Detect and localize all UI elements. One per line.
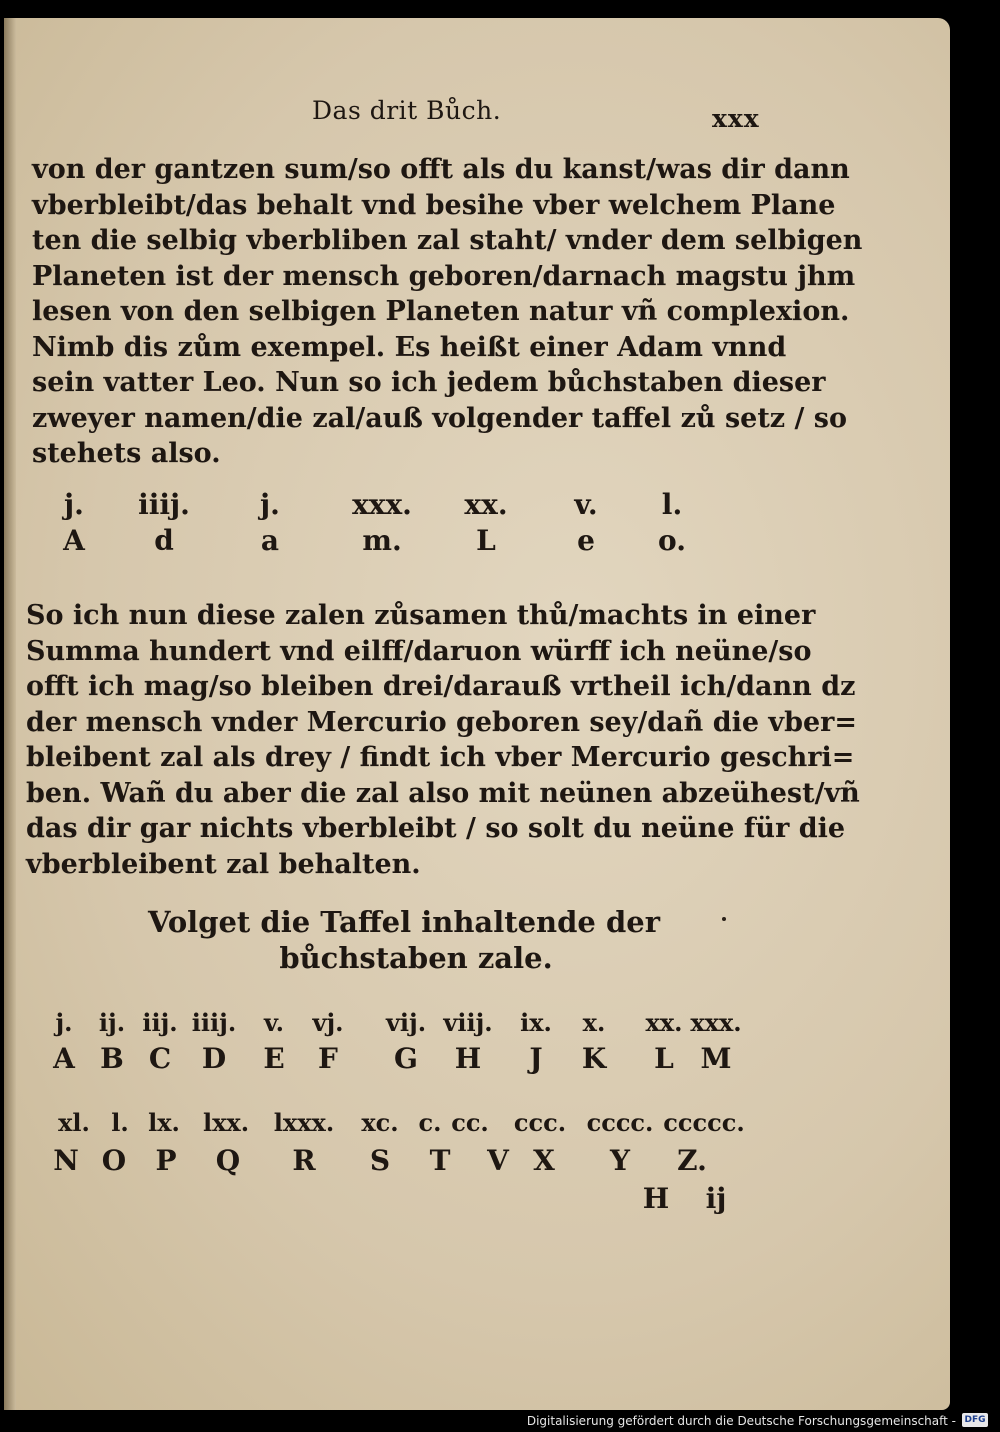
paragraph-2-line: das dir gar nichts vberbleibt / so solt du neüne für die — [26, 813, 846, 844]
table-letter: L — [654, 1042, 674, 1075]
table-letter: D — [201, 1042, 227, 1075]
table-letter: H — [642, 1182, 670, 1215]
example-number: xx. — [464, 488, 508, 521]
table-number: lx. — [148, 1108, 180, 1137]
table-number: cccc. — [586, 1108, 654, 1137]
table-letter: J — [529, 1042, 543, 1075]
table-letter: X — [533, 1144, 555, 1177]
table-number: ij. — [98, 1008, 126, 1037]
table-number: x. — [582, 1008, 606, 1037]
table-number: l. — [111, 1108, 129, 1137]
table-letter: Q — [215, 1144, 241, 1177]
example-number: iiij. — [138, 488, 190, 521]
example-letter: a — [260, 524, 280, 557]
table-letter: B — [100, 1042, 124, 1075]
table-number: ix. — [520, 1008, 552, 1037]
table-row2-numbers — [4, 1108, 1000, 1148]
example-number-row — [4, 488, 1000, 528]
table-letter: T — [429, 1144, 451, 1177]
paragraph-1-line: vberbleibt/das behalt vnd besihe vber welchem Plane — [32, 189, 836, 221]
table-letter: V — [487, 1144, 509, 1177]
example-number: v. — [574, 488, 598, 521]
table-letter: ij — [705, 1182, 727, 1215]
example-letter-row — [4, 524, 1000, 564]
table-letter: Z. — [677, 1144, 707, 1177]
table-letter: R — [292, 1144, 316, 1177]
paragraph-2-line: offt ich mag/so bleiben drei/darauß vrtheil ich/dann dz — [26, 671, 856, 702]
table-title-line-1: Volget die Taffel inhaltende der — [148, 905, 660, 939]
table-letter: A — [53, 1042, 75, 1075]
table-letter: G — [394, 1042, 418, 1075]
example-number: l. — [661, 488, 683, 521]
table-letter: F — [318, 1042, 338, 1075]
table-number: iiij. — [191, 1008, 237, 1037]
paragraph-2-line: Summa hundert vnd eilff/daruon würff ich neüne/so — [26, 635, 812, 667]
table-number: vj. — [312, 1008, 344, 1037]
table-number: viij. — [443, 1008, 493, 1037]
paragraph-1-line: ten die selbig vberbliben zal staht/ vnder dem selbigen — [32, 225, 863, 256]
paragraph-1-line: sein vatter Leo. Nun so ich jedem bůchstaben dieser — [32, 367, 826, 398]
table-row1-letters — [4, 1042, 1000, 1082]
paragraph-1-line: Nimb dis zům exempel. Es heißt einer Adam vnnd — [32, 331, 787, 363]
table-number: j. — [55, 1008, 73, 1037]
folio-number: xxx — [712, 104, 760, 133]
table-number: lxxx. — [273, 1108, 335, 1137]
example-letter: o. — [658, 524, 686, 557]
table-number: ccccc. — [663, 1108, 745, 1137]
table-number: ccc. — [513, 1108, 567, 1137]
table-number: xxx. — [690, 1008, 742, 1037]
table-number: xx. — [645, 1008, 683, 1037]
table-letter: K — [581, 1042, 607, 1075]
table-letter: P — [155, 1144, 177, 1177]
paragraph-2-line: bleibent zal als drey / findt ich vber Mercurio geschri= — [26, 742, 855, 773]
table-number: xc. — [361, 1108, 399, 1137]
table-number: c. — [418, 1108, 442, 1137]
table-letter: E — [263, 1042, 285, 1075]
table-number: v. — [264, 1008, 284, 1037]
example-number: j. — [64, 488, 84, 521]
running-head: Das drit Bůch. — [312, 96, 502, 125]
paragraph-1-line: von der gantzen sum/so offt als du kanst/was dir dann — [32, 154, 850, 185]
paragraph-2 — [26, 598, 860, 882]
table-number: xl. — [58, 1108, 90, 1137]
example-letter: L — [476, 524, 496, 557]
table-letter: N — [53, 1144, 79, 1177]
table-letter: H — [454, 1042, 482, 1075]
table-number: lxx. — [202, 1108, 250, 1137]
example-number: j. — [260, 488, 280, 521]
example-letter: m. — [362, 524, 402, 557]
table-row2-letters — [4, 1144, 1000, 1184]
book-page — [4, 18, 950, 1410]
paragraph-2-line: So ich nun diese zalen zůsamen thů/machts in einer — [26, 600, 816, 631]
example-number: xxx. — [352, 488, 412, 521]
table-letter: C — [148, 1042, 172, 1075]
paragraph-1-line: stehets also. — [32, 438, 221, 469]
paragraph-1-line: lesen von den selbigen Planeten natur vñ complexion. — [32, 296, 850, 327]
table-number: cc. — [451, 1108, 489, 1137]
digitization-credit: Digitalisierung gefördert durch die Deutsche Forschungsgemeinschaft - — [526, 1414, 956, 1428]
paragraph-1 — [32, 152, 862, 472]
example-letter: A — [63, 524, 85, 557]
table-title-line-2: bůchstaben zale. — [279, 941, 553, 975]
table-letter: M — [700, 1042, 732, 1075]
table-letter: O — [101, 1144, 127, 1177]
paragraph-1-line: Planeten ist der mensch geboren/darnach magstu jhm — [32, 260, 856, 292]
table-letter: Y — [610, 1144, 630, 1177]
table-letter: S — [369, 1144, 391, 1177]
table-number: vij. — [385, 1008, 427, 1037]
dfg-logo: DFG — [962, 1413, 988, 1427]
example-letter: e — [577, 524, 595, 557]
paragraph-2-line: der mensch vnder Mercurio geboren sey/dañ die vber= — [26, 706, 858, 738]
ink-speck — [722, 917, 726, 921]
paragraph-2-line: ben. Wañ du aber die zal also mit neünen abzeühest/vñ — [26, 777, 860, 809]
paragraph-2-line: vberbleibent zal behalten. — [26, 848, 421, 880]
table-number: iij. — [142, 1008, 178, 1037]
example-letter: d — [154, 524, 174, 557]
table-title — [4, 904, 804, 976]
table-row3-letters — [4, 1182, 1000, 1222]
paragraph-1-line: zweyer namen/die zal/auß volgender taffel zů setz / so — [32, 402, 848, 434]
